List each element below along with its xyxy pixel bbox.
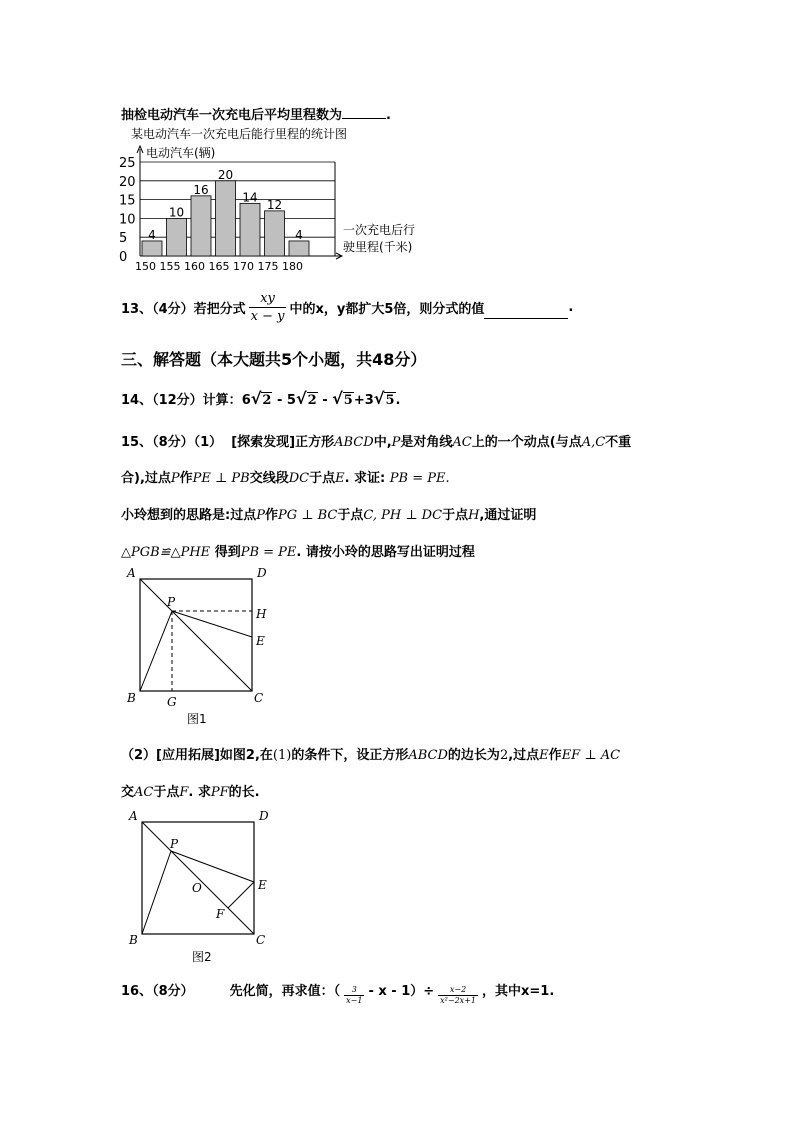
q15-l4-eq: PB = PE: [240, 545, 297, 560]
q16-fraction2: [438, 986, 478, 1005]
q15-l2e: . 求证:: [344, 471, 386, 486]
fig1-pb: [140, 611, 172, 691]
q16-line: [121, 980, 554, 1005]
q15-p2-ac: AC: [134, 785, 154, 800]
q14-radicand1: 2: [262, 393, 272, 408]
bar: [240, 203, 260, 256]
fig2-label-d: D: [259, 809, 269, 823]
fig1-caption: 图1: [187, 712, 207, 726]
q15-pe-pb: PE ⊥ PB: [192, 471, 250, 486]
q16-f1-den: x−1: [346, 996, 363, 1005]
q14-op1: - 5: [272, 393, 296, 408]
bar-value-label: 4: [148, 227, 156, 242]
q15-l2a: 合),过点: [121, 471, 171, 486]
fig2-label-o: O: [192, 881, 202, 895]
q12-suffix: .: [386, 108, 391, 123]
q15-l1d: 上的一个动点(与点: [471, 435, 582, 450]
q14-coef1: 6: [241, 393, 251, 408]
figure-1: [118, 563, 278, 733]
q15-line1: [121, 431, 631, 450]
bar: [191, 196, 211, 256]
fig1-label-p: P: [167, 595, 176, 609]
x-tick-label: 165: [208, 260, 230, 273]
q13-line: [121, 292, 573, 323]
q14-radicand2: 2: [307, 393, 317, 408]
y-tick-labels: [119, 156, 136, 265]
bar: [265, 211, 285, 256]
q15-l3c: 于点: [337, 508, 364, 523]
q13-suffix: .: [568, 300, 574, 315]
bar: [167, 218, 187, 256]
q15-e: E: [335, 471, 345, 486]
fig1-label-g: G: [167, 695, 177, 709]
q13-frac-den: x − y: [250, 309, 285, 324]
bar: [216, 181, 236, 256]
q16-mid: - x - 1）÷: [368, 984, 435, 999]
fig2-pe: [171, 851, 254, 882]
y-tick-label: 15: [119, 193, 136, 209]
q14-line: [121, 389, 400, 408]
q16-f2-num: x−2: [449, 985, 467, 994]
q15-p2-ef: EF ⊥ AC: [561, 748, 621, 763]
bar: [289, 241, 309, 256]
q15-pg-bc: PG ⊥ BC: [277, 508, 338, 523]
fig2-label-f: F: [216, 907, 225, 921]
q15-l2d: 于点: [309, 471, 336, 486]
q15-p2-e: E: [539, 748, 549, 763]
fig1-pe: [172, 611, 252, 637]
y-tick-label: 20: [119, 174, 136, 190]
q13-prefix: 13、（4分）若把分式: [121, 302, 246, 317]
fig2-label-b: B: [129, 933, 138, 947]
x-tick-label: 155: [159, 260, 181, 273]
bar: [142, 241, 162, 256]
q15-l3e: ,通过证明: [479, 508, 537, 523]
q15-p2c: 的边长为: [447, 748, 500, 763]
q15-l4a: 得到: [214, 545, 241, 560]
fig2-label-p: P: [170, 837, 179, 851]
q14-sqrt3: √ 5: [332, 389, 353, 408]
chart-xlabel-line1: 一次充电后行: [343, 223, 416, 237]
q15-l3a: 小玲想到的思路是:过点: [121, 508, 257, 523]
fig2-caption: 图2: [192, 950, 212, 964]
q14-radicand4: 5: [385, 393, 395, 408]
q15-l3d: 于点: [442, 508, 469, 523]
chart-ylabel: 电动汽车(辆): [146, 146, 216, 160]
q15-l2-p: P: [170, 471, 180, 486]
x-tick-label: 170: [233, 260, 254, 273]
q14-suffix: .: [395, 393, 401, 408]
y-tick-label: 5: [119, 231, 128, 247]
q14-op2: -: [317, 393, 333, 408]
fig1-label-b: B: [127, 691, 136, 705]
q12-text: 抽检电动汽车一次充电后平均里程数为: [121, 108, 343, 123]
q15-p2-abcd: ABCD: [408, 748, 448, 763]
q15-dc: DC: [288, 471, 310, 486]
y-tick-label: 25: [119, 156, 136, 171]
q15-pb-pe: PB = PE.: [389, 471, 450, 486]
q14-op3: +3: [353, 393, 374, 408]
q15-p: P: [391, 435, 401, 450]
y-tick-label: 10: [119, 212, 136, 228]
q15-p2-f: F: [179, 785, 189, 800]
q15-part2-line2: [121, 781, 260, 800]
q15-congruence: △PGB≌△PHE: [121, 545, 211, 560]
q15-p2l2a: 交: [121, 785, 135, 800]
q15-part2-line1: [121, 744, 620, 763]
q13-answer-blank[interactable]: [484, 306, 568, 319]
fig1-label-a: A: [127, 566, 136, 580]
q16-suffix: ，其中x=1.: [482, 984, 555, 999]
q15-line3: [121, 504, 536, 523]
fig1-label-d: D: [257, 566, 267, 580]
fig2-pb: [142, 851, 171, 934]
q15-p2a: （2）[应用拓展]如图2,在: [121, 748, 273, 763]
q15-line2: [121, 467, 450, 486]
x-tick-label: 160: [184, 260, 205, 273]
x-tick-labels: [135, 260, 303, 273]
fig2-label-e: E: [258, 878, 267, 892]
q15-l1a: 15、（8分）（1） [探索发现]正方形: [121, 435, 335, 450]
fig2-ef: [228, 882, 254, 908]
y-tick-label: 0: [119, 250, 128, 265]
x-tick-label: 180: [282, 260, 303, 273]
q12-line: [121, 104, 391, 123]
bar-value-label: 14: [242, 190, 258, 205]
q13-frac-num: xy: [260, 291, 275, 306]
q14-sqrt4: √ 5: [373, 389, 395, 408]
fig2-label-c: C: [256, 933, 266, 947]
q13-middle: 中的x，y都扩大5倍，则分式的值: [289, 302, 485, 317]
q16-fraction1: [344, 986, 364, 1005]
bar-value-label: 10: [168, 205, 185, 220]
q14-sqrt2: √ 2: [295, 389, 317, 408]
q15-c-ph-dc: C, PH ⊥ DC: [363, 508, 443, 523]
bars: [142, 181, 309, 256]
q15-p2d: ,过点: [508, 748, 540, 763]
mileage-bar-chart: [115, 124, 445, 276]
q15-p2b: 的条件下，设正方形: [291, 748, 409, 763]
q15-l1c: 是对角线: [400, 435, 453, 450]
q15-line4: [121, 541, 475, 560]
q14-radicand3: 5: [343, 393, 353, 408]
q16-prefix: 16、（8分）: [121, 984, 194, 999]
q15-l1b: 中,: [373, 435, 392, 450]
q15-p2f: 作: [548, 748, 562, 763]
q13-fraction: [249, 292, 287, 323]
fig2-diagonal-ac: [142, 822, 254, 934]
q16-f2-den: x²−2x+1: [440, 996, 476, 1005]
q15-ac: AC: [452, 435, 472, 450]
q15-l4b: . 请按小玲的思路写出证明过程: [296, 545, 475, 560]
q15-abcd: ABCD: [334, 435, 374, 450]
q15-ac2: A,C: [581, 435, 606, 450]
q15-p2l2c: . 求: [188, 785, 211, 800]
fig2-label-a: A: [129, 809, 138, 823]
q14-prefix: 14、（12分）计算：: [121, 393, 242, 408]
q16-f1-num: 3: [351, 985, 357, 994]
q15-l2b: 作: [179, 471, 193, 486]
bar-value-label: 4: [295, 227, 303, 242]
section3-heading: 三、解答题（本大题共5个小题，共48分）: [121, 350, 427, 369]
q15-p2l2b: 于点: [153, 785, 180, 800]
q14-sqrt1: √ 2: [250, 389, 272, 408]
fig1-diagonal-ac: [140, 579, 252, 691]
chart-xlabel-line2: 驶里程(千米): [343, 240, 413, 254]
q15-l3-p: P: [256, 508, 265, 523]
q15-p2-two: 2: [499, 748, 509, 763]
q15-l2c: 交线段: [249, 471, 289, 486]
x-tick-label: 175: [257, 260, 279, 273]
bar-value-label: 16: [193, 182, 209, 197]
fig1-label-c: C: [254, 691, 264, 705]
figure-2: [118, 804, 278, 968]
q12-answer-blank[interactable]: [342, 106, 386, 119]
q15-l1e: 不重: [605, 435, 632, 450]
chart-title: 某电动汽车一次充电后能行里程的统计图: [131, 127, 348, 141]
q15-p2l2d: 的长.: [228, 785, 260, 800]
bar-value-label: 20: [217, 167, 234, 182]
x-tick-label: 150: [135, 260, 156, 273]
bar-value-label: 12: [266, 197, 283, 212]
fig1-label-e: E: [256, 634, 265, 648]
q15-h: H: [468, 508, 480, 523]
q16-text: 先化简，再求值：（: [229, 984, 341, 999]
q15-l3b: 作: [264, 508, 278, 523]
q15-p2-paren: (1): [272, 748, 292, 763]
fig1-label-h: H: [256, 607, 267, 621]
q15-p2-pf: PF: [210, 785, 229, 800]
